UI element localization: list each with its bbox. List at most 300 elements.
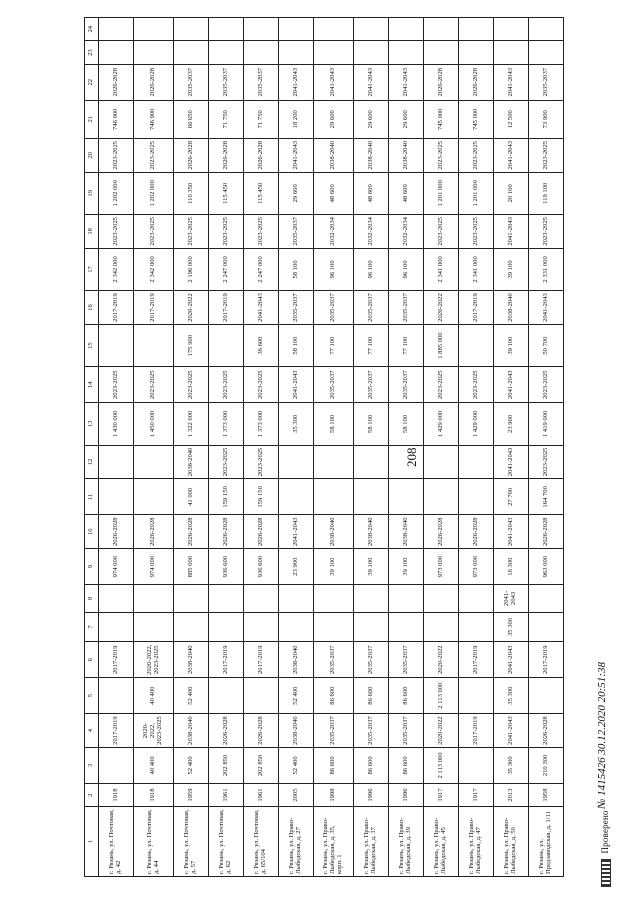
table-cell: 2 247 000 bbox=[209, 248, 244, 290]
table-cell: 974 000 bbox=[134, 549, 174, 585]
table-cell bbox=[494, 18, 529, 41]
table-cell bbox=[389, 445, 424, 479]
table-cell: 1 450 000 bbox=[134, 403, 174, 445]
table-cell: 2026-2028 bbox=[424, 515, 459, 549]
table-cell: 96 100 bbox=[389, 248, 424, 290]
address-cell: г. Рязань, ул. Право-Лыбедская, д. 45 bbox=[424, 807, 459, 877]
table-cell: 2 247 000 bbox=[244, 248, 279, 290]
column-header: 6 bbox=[85, 642, 99, 678]
table-cell: 29 600 bbox=[314, 100, 354, 138]
table-cell bbox=[494, 41, 529, 64]
table-cell: 2017-2019 bbox=[99, 291, 134, 325]
table-cell: 2020-2022 bbox=[424, 642, 459, 678]
table-cell: 2041-2043 bbox=[494, 445, 529, 479]
table-cell: 2035-2037 bbox=[354, 367, 389, 403]
table-cell: 86 600 bbox=[354, 678, 389, 714]
table-cell: 39 100 bbox=[494, 248, 529, 290]
table-cell: 2041-2043 bbox=[279, 138, 314, 172]
table-cell bbox=[424, 41, 459, 64]
table-row bbox=[174, 18, 209, 877]
table-cell: 1 429 000 bbox=[424, 403, 459, 445]
table-cell bbox=[279, 585, 314, 613]
table-cell bbox=[99, 612, 134, 642]
table-cell: 2013 bbox=[494, 783, 529, 806]
table-cell bbox=[174, 585, 209, 613]
column-header: 19 bbox=[85, 172, 99, 214]
table-cell: 2035-2037 bbox=[354, 642, 389, 678]
table-cell: 2041-2043 bbox=[494, 642, 529, 678]
table-cell: 50 700 bbox=[529, 324, 564, 366]
table-cell: 41 000 bbox=[174, 479, 209, 515]
table-cell: 2041-2043 bbox=[354, 64, 389, 100]
table-cell: 66 650 bbox=[174, 100, 209, 138]
table-cell: 2038-2040 bbox=[389, 138, 424, 172]
table-cell bbox=[174, 612, 209, 642]
column-header: 9 bbox=[85, 549, 99, 585]
table-cell: 119 100 bbox=[529, 172, 564, 214]
table-cell: 48 600 bbox=[389, 172, 424, 214]
table-cell bbox=[529, 612, 564, 642]
table-cell bbox=[134, 445, 174, 479]
table-cell bbox=[529, 585, 564, 613]
table-row bbox=[354, 18, 389, 877]
table-cell bbox=[354, 445, 389, 479]
table-cell: 202 850 bbox=[244, 747, 279, 783]
table-cell: 973 000 bbox=[424, 549, 459, 585]
table-cell: 2035-2037 bbox=[389, 291, 424, 325]
table-cell: 86 600 bbox=[314, 678, 354, 714]
address-cell: г. Рязань, ул. Право-Лыбедская, д. 50 bbox=[494, 807, 529, 877]
column-header: 2 bbox=[85, 783, 99, 806]
table-cell: 1 430 000 bbox=[99, 403, 134, 445]
table-cell: 2035-2037 bbox=[354, 714, 389, 748]
table-cell bbox=[459, 612, 494, 642]
table-cell bbox=[389, 612, 424, 642]
table-cell: 115 450 bbox=[244, 172, 279, 214]
table-cell: 2 342 000 bbox=[99, 248, 134, 290]
address-cell: г. Рязань, ул. Право-Лыбедская, д. 47 bbox=[459, 807, 494, 877]
table-cell: 2041-2043 bbox=[494, 138, 529, 172]
table-cell: 2032-2034 bbox=[314, 214, 354, 248]
stamp-label: Проверено bbox=[600, 810, 610, 854]
table-cell bbox=[354, 479, 389, 515]
table-cell: 1959 bbox=[174, 783, 209, 806]
table-cell: 2026-2028 bbox=[529, 515, 564, 549]
table-cell: 2038-2040 bbox=[389, 515, 424, 549]
table-cell: 1 419 000 bbox=[529, 403, 564, 445]
table-cell: 2038-2040 bbox=[494, 291, 529, 325]
address-cell: г. Рязань, ул. Право-Лыбедская, д. 35, корп. 1 bbox=[314, 807, 354, 877]
table-cell: 2026-2028 bbox=[99, 515, 134, 549]
table-cell: 2023-2025 bbox=[99, 214, 134, 248]
table-cell: 35 300 bbox=[279, 403, 314, 445]
table-cell bbox=[529, 41, 564, 64]
table-cell: 23 900 bbox=[279, 549, 314, 585]
table-cell: 2017-2019 bbox=[459, 714, 494, 748]
table-cell: 2041-2043 bbox=[494, 585, 529, 613]
table-cell: 2026-2028 bbox=[209, 515, 244, 549]
table-cell: 29 600 bbox=[354, 100, 389, 138]
table-cell: 58 100 bbox=[389, 403, 424, 445]
table-cell: 2026-2028 bbox=[244, 138, 279, 172]
table-cell bbox=[134, 479, 174, 515]
table-cell: 2038-2040 bbox=[354, 138, 389, 172]
table-cell: 39 100 bbox=[354, 549, 389, 585]
table-cell: 2035-2037 bbox=[279, 214, 314, 248]
table-cell bbox=[314, 585, 354, 613]
table-cell bbox=[99, 747, 134, 783]
table-cell bbox=[134, 18, 174, 41]
table-cell bbox=[424, 612, 459, 642]
document-reference: № 1415426 30.12.2020 20:51:38 bbox=[596, 662, 608, 809]
table-row bbox=[424, 18, 459, 877]
table-cell: 2023-2025 bbox=[134, 367, 174, 403]
table-cell: 2017-2019 bbox=[209, 642, 244, 678]
table-cell: 36 600 bbox=[244, 324, 279, 366]
address-cell: г. Рязань, ул. Почтовая, д. 42 bbox=[99, 807, 134, 877]
table-cell: 2023-2025 bbox=[99, 138, 134, 172]
table-cell: 1996 bbox=[354, 783, 389, 806]
table-cell: 1917 bbox=[459, 783, 494, 806]
table-cell: 96 100 bbox=[314, 248, 354, 290]
table-cell bbox=[314, 445, 354, 479]
table-cell: 745 000 bbox=[459, 100, 494, 138]
table-cell: 1958 bbox=[529, 783, 564, 806]
table-cell bbox=[99, 324, 134, 366]
table-cell: 2023-2025 bbox=[244, 367, 279, 403]
table-cell: 2023-2025 bbox=[99, 367, 134, 403]
table-cell bbox=[529, 18, 564, 41]
table-cell: 2038-2040 bbox=[174, 714, 209, 748]
table-cell: 23 900 bbox=[494, 403, 529, 445]
column-header: 20 bbox=[85, 138, 99, 172]
table-cell: 2041-2043 bbox=[279, 64, 314, 100]
table-cell: 86 600 bbox=[354, 747, 389, 783]
table-cell: 2035-2037 bbox=[244, 64, 279, 100]
table-cell: 71 750 bbox=[209, 100, 244, 138]
column-header: 5 bbox=[85, 678, 99, 714]
address-cell: г. Рязань, ул. Почтовая, д. 62 bbox=[209, 807, 244, 877]
table-cell bbox=[314, 479, 354, 515]
table-cell: 77 100 bbox=[389, 324, 424, 366]
address-cell: г. Рязань, ул. Право-Лыбедская, д. 27 bbox=[279, 807, 314, 877]
table-cell: 48 600 bbox=[314, 172, 354, 214]
table-cell: 2026-2028 bbox=[459, 64, 494, 100]
table-cell bbox=[174, 41, 209, 64]
table-cell: 2035-2037 bbox=[279, 291, 314, 325]
table-cell: 2026-2028 bbox=[209, 138, 244, 172]
header-row bbox=[85, 18, 99, 877]
column-header: 11 bbox=[85, 479, 99, 515]
table-cell: 2026-2028 bbox=[99, 64, 134, 100]
table-cell: 2017-2019 bbox=[244, 642, 279, 678]
table-cell bbox=[244, 41, 279, 64]
column-header: 21 bbox=[85, 100, 99, 138]
table-cell bbox=[389, 585, 424, 613]
table-cell: 2041-2043 bbox=[494, 515, 529, 549]
table-cell: 2026-2028 bbox=[529, 714, 564, 748]
table-cell: 58 100 bbox=[354, 403, 389, 445]
table-cell: 1918 bbox=[99, 783, 134, 806]
table-cell: 2035-2037 bbox=[209, 64, 244, 100]
column-header: 12 bbox=[85, 445, 99, 479]
table-cell bbox=[424, 445, 459, 479]
table-cell: 71 750 bbox=[244, 100, 279, 138]
table-cell: 2020-2022, 2023-2025 bbox=[134, 714, 174, 748]
table-cell: 2035-2037 bbox=[354, 291, 389, 325]
address-cell: г. Рязань, ул. Право-Лыбедская, д. 37 bbox=[354, 807, 389, 877]
table-cell: 39 100 bbox=[494, 324, 529, 366]
table-cell: 2023-2025 bbox=[134, 214, 174, 248]
table-cell: 2020-2022 bbox=[174, 291, 209, 325]
table-row bbox=[529, 18, 564, 877]
table-cell: 1 202 000 bbox=[134, 172, 174, 214]
table-cell: 745 000 bbox=[424, 100, 459, 138]
table-cell bbox=[244, 18, 279, 41]
table-cell bbox=[279, 18, 314, 41]
table-cell: 2023-2025 bbox=[424, 214, 459, 248]
table-cell: 2023-2025 bbox=[459, 214, 494, 248]
table-cell bbox=[424, 585, 459, 613]
table-cell bbox=[244, 678, 279, 714]
table-cell: 52 400 bbox=[174, 678, 209, 714]
table-cell bbox=[279, 612, 314, 642]
table-cell: 35 300 bbox=[494, 612, 529, 642]
table-row bbox=[314, 18, 354, 877]
table-cell: 2017-2019 bbox=[529, 642, 564, 678]
table-cell: 2017-2019 bbox=[209, 291, 244, 325]
address-cell: г. Рязань, ул. Право-Лыбедская, д. 39 bbox=[389, 807, 424, 877]
table-cell: 2023-2025 bbox=[529, 214, 564, 248]
table-cell bbox=[99, 41, 134, 64]
table-cell: 164 700 bbox=[529, 479, 564, 515]
table-cell: 35 300 bbox=[494, 747, 529, 783]
table-cell bbox=[459, 747, 494, 783]
table-cell: 973 000 bbox=[459, 549, 494, 585]
table-cell: 2026-2028 bbox=[134, 64, 174, 100]
table-cell: 27 700 bbox=[494, 479, 529, 515]
table-cell bbox=[209, 18, 244, 41]
table-cell: 2005 bbox=[279, 783, 314, 806]
table-cell: 2035-2037 bbox=[314, 291, 354, 325]
table-cell bbox=[134, 585, 174, 613]
table-cell: 96 100 bbox=[354, 248, 389, 290]
table-cell bbox=[529, 678, 564, 714]
table-cell: 52 400 bbox=[174, 747, 209, 783]
table-cell: 39 100 bbox=[314, 549, 354, 585]
table-cell: 12 500 bbox=[494, 100, 529, 138]
table-cell: 2026-2028 bbox=[459, 515, 494, 549]
address-cell: г. Рязань, ул. Почтовая, д. 65/104 bbox=[244, 807, 279, 877]
table-cell: 2023-2025 bbox=[529, 138, 564, 172]
table-cell: 746 900 bbox=[134, 100, 174, 138]
table-cell: 2026-2028 bbox=[424, 64, 459, 100]
table-cell: 2032-2034 bbox=[389, 214, 424, 248]
table-row bbox=[494, 18, 529, 877]
table-cell bbox=[99, 479, 134, 515]
column-header: 16 bbox=[85, 291, 99, 325]
table-cell: 1 885 000 bbox=[424, 324, 459, 366]
table-cell bbox=[134, 612, 174, 642]
table-cell: 1 201 000 bbox=[459, 172, 494, 214]
table-cell: 110 350 bbox=[174, 172, 209, 214]
table-cell: 58 100 bbox=[279, 248, 314, 290]
table-cell: 2041-2043 bbox=[244, 291, 279, 325]
table-cell: 2017-2019 bbox=[99, 642, 134, 678]
table-cell bbox=[279, 41, 314, 64]
table-cell: 2038-2040 bbox=[279, 714, 314, 748]
table-cell: 2023-2025 bbox=[424, 367, 459, 403]
table-cell: 2026-2028 bbox=[244, 714, 279, 748]
table-cell: 2032-2034 bbox=[354, 214, 389, 248]
table-cell: 40 400 bbox=[134, 678, 174, 714]
stamp-barcode-icon bbox=[601, 859, 611, 887]
column-header: 15 bbox=[85, 324, 99, 366]
table-cell: 2020-2022, 2023-2025 bbox=[134, 642, 174, 678]
table-cell: 2041-2043 bbox=[529, 291, 564, 325]
table-cell: 1917 bbox=[424, 783, 459, 806]
table-row bbox=[134, 18, 174, 877]
table-cell: 2038-2040 bbox=[354, 515, 389, 549]
table-cell bbox=[354, 41, 389, 64]
column-header: 3 bbox=[85, 747, 99, 783]
table-cell bbox=[209, 41, 244, 64]
table-cell: 86 600 bbox=[389, 678, 424, 714]
table-cell: 2023-2025 bbox=[174, 214, 209, 248]
table-cell: 2023-2025 bbox=[209, 367, 244, 403]
table-cell bbox=[389, 479, 424, 515]
table-cell: 52 400 bbox=[279, 678, 314, 714]
table-cell: 115 450 bbox=[209, 172, 244, 214]
table-cell: 58 100 bbox=[314, 403, 354, 445]
table-cell: 2026-2028 bbox=[134, 515, 174, 549]
table-cell bbox=[389, 41, 424, 64]
table-cell: 2035-2037 bbox=[314, 642, 354, 678]
table-cell: 2 341 000 bbox=[424, 248, 459, 290]
table-cell: 963 000 bbox=[529, 549, 564, 585]
table-cell: 2041-2043 bbox=[494, 367, 529, 403]
table-cell: 2038-2040 bbox=[174, 642, 209, 678]
column-header: 18 bbox=[85, 214, 99, 248]
table-cell: 2038-2040 bbox=[174, 445, 209, 479]
table-cell: 2 113 000 bbox=[424, 678, 459, 714]
capital-repair-table bbox=[84, 17, 564, 877]
table-cell: 2041-2043 bbox=[314, 64, 354, 100]
table-cell: 2035-2037 bbox=[314, 714, 354, 748]
address-cell: г. Рязань, ул. Почтовая, д. 57 bbox=[174, 807, 209, 877]
table-cell bbox=[459, 678, 494, 714]
table-cell: 2041-2043 bbox=[279, 367, 314, 403]
table-cell: 86 600 bbox=[389, 747, 424, 783]
table-cell: 1 373 000 bbox=[244, 403, 279, 445]
table-cell: 746 900 bbox=[99, 100, 134, 138]
table-cell: 2035-2037 bbox=[314, 367, 354, 403]
table-cell: 1918 bbox=[134, 783, 174, 806]
table-cell bbox=[424, 479, 459, 515]
table-cell: 2041-2043 bbox=[494, 714, 529, 748]
table-cell: 2023-2025 bbox=[209, 445, 244, 479]
table-cell bbox=[459, 41, 494, 64]
table-cell: 2023-2025 bbox=[174, 367, 209, 403]
table-cell: 73 900 bbox=[529, 100, 564, 138]
table-cell bbox=[279, 479, 314, 515]
table-cell bbox=[459, 324, 494, 366]
address-cell: г. Рязань, ул. Предзаводская, д. 1/11 bbox=[529, 807, 564, 877]
column-header: 8 bbox=[85, 585, 99, 613]
table-cell bbox=[209, 585, 244, 613]
table-cell: 2 113 000 bbox=[424, 747, 459, 783]
table-cell: 2017-2019 bbox=[99, 714, 134, 748]
table-cell: 2017-2019 bbox=[459, 291, 494, 325]
table-cell: 202 850 bbox=[209, 747, 244, 783]
table-row bbox=[279, 18, 314, 877]
table-cell: 1 429 000 bbox=[459, 403, 494, 445]
table-cell bbox=[99, 585, 134, 613]
table-cell: 40 400 bbox=[134, 747, 174, 783]
table-cell: 1 201 000 bbox=[424, 172, 459, 214]
table-cell: 2035-2037 bbox=[529, 64, 564, 100]
table-cell bbox=[134, 324, 174, 366]
table-cell: 1 322 000 bbox=[174, 403, 209, 445]
table-cell: 2023-2025 bbox=[244, 214, 279, 248]
table-cell: 2017-2019 bbox=[134, 291, 174, 325]
table-cell: 175 900 bbox=[174, 324, 209, 366]
table-cell: 1998 bbox=[314, 783, 354, 806]
table-cell: 2023-2025 bbox=[529, 445, 564, 479]
table-cell: 159 150 bbox=[209, 479, 244, 515]
table-cell: 936 600 bbox=[209, 549, 244, 585]
table-cell: 2035-2037 bbox=[389, 367, 424, 403]
table-cell: 2026-2028 bbox=[244, 515, 279, 549]
table-cell: 2041-2043 bbox=[494, 214, 529, 248]
table-cell: 2023-2025 bbox=[244, 445, 279, 479]
column-header: 10 bbox=[85, 515, 99, 549]
table-cell bbox=[459, 18, 494, 41]
table-cell: 2 341 000 bbox=[459, 248, 494, 290]
table-cell bbox=[314, 18, 354, 41]
verification-stamp bbox=[600, 810, 611, 887]
table-cell bbox=[209, 612, 244, 642]
table-cell: 29 600 bbox=[389, 100, 424, 138]
column-header: 13 bbox=[85, 403, 99, 445]
table-cell: 1961 bbox=[244, 783, 279, 806]
table-cell bbox=[459, 585, 494, 613]
table-cell: 2041-2043 bbox=[279, 515, 314, 549]
table-cell: 2 331 000 bbox=[529, 248, 564, 290]
table-cell: 2038-2040 bbox=[279, 642, 314, 678]
column-header: 14 bbox=[85, 367, 99, 403]
table-cell: 58 100 bbox=[279, 324, 314, 366]
table-cell: 2 196 000 bbox=[174, 248, 209, 290]
table-cell: 2035-2037 bbox=[389, 714, 424, 748]
table-cell bbox=[209, 324, 244, 366]
table-cell: 2038-2040 bbox=[314, 515, 354, 549]
column-header: 1 bbox=[85, 807, 99, 877]
table-cell: 1996 bbox=[389, 783, 424, 806]
table-cell bbox=[354, 585, 389, 613]
table-cell: 2017-2019 bbox=[459, 642, 494, 678]
table-cell: 2023-2025 bbox=[529, 367, 564, 403]
table-cell: 77 100 bbox=[314, 324, 354, 366]
table-cell bbox=[354, 18, 389, 41]
table-cell: 2035-2037 bbox=[389, 642, 424, 678]
table-cell bbox=[134, 41, 174, 64]
table-cell: 974 000 bbox=[99, 549, 134, 585]
table-cell: 2026-2028 bbox=[174, 138, 209, 172]
table-cell bbox=[314, 41, 354, 64]
table-cell: 885 000 bbox=[174, 549, 209, 585]
table-cell: 936 600 bbox=[244, 549, 279, 585]
